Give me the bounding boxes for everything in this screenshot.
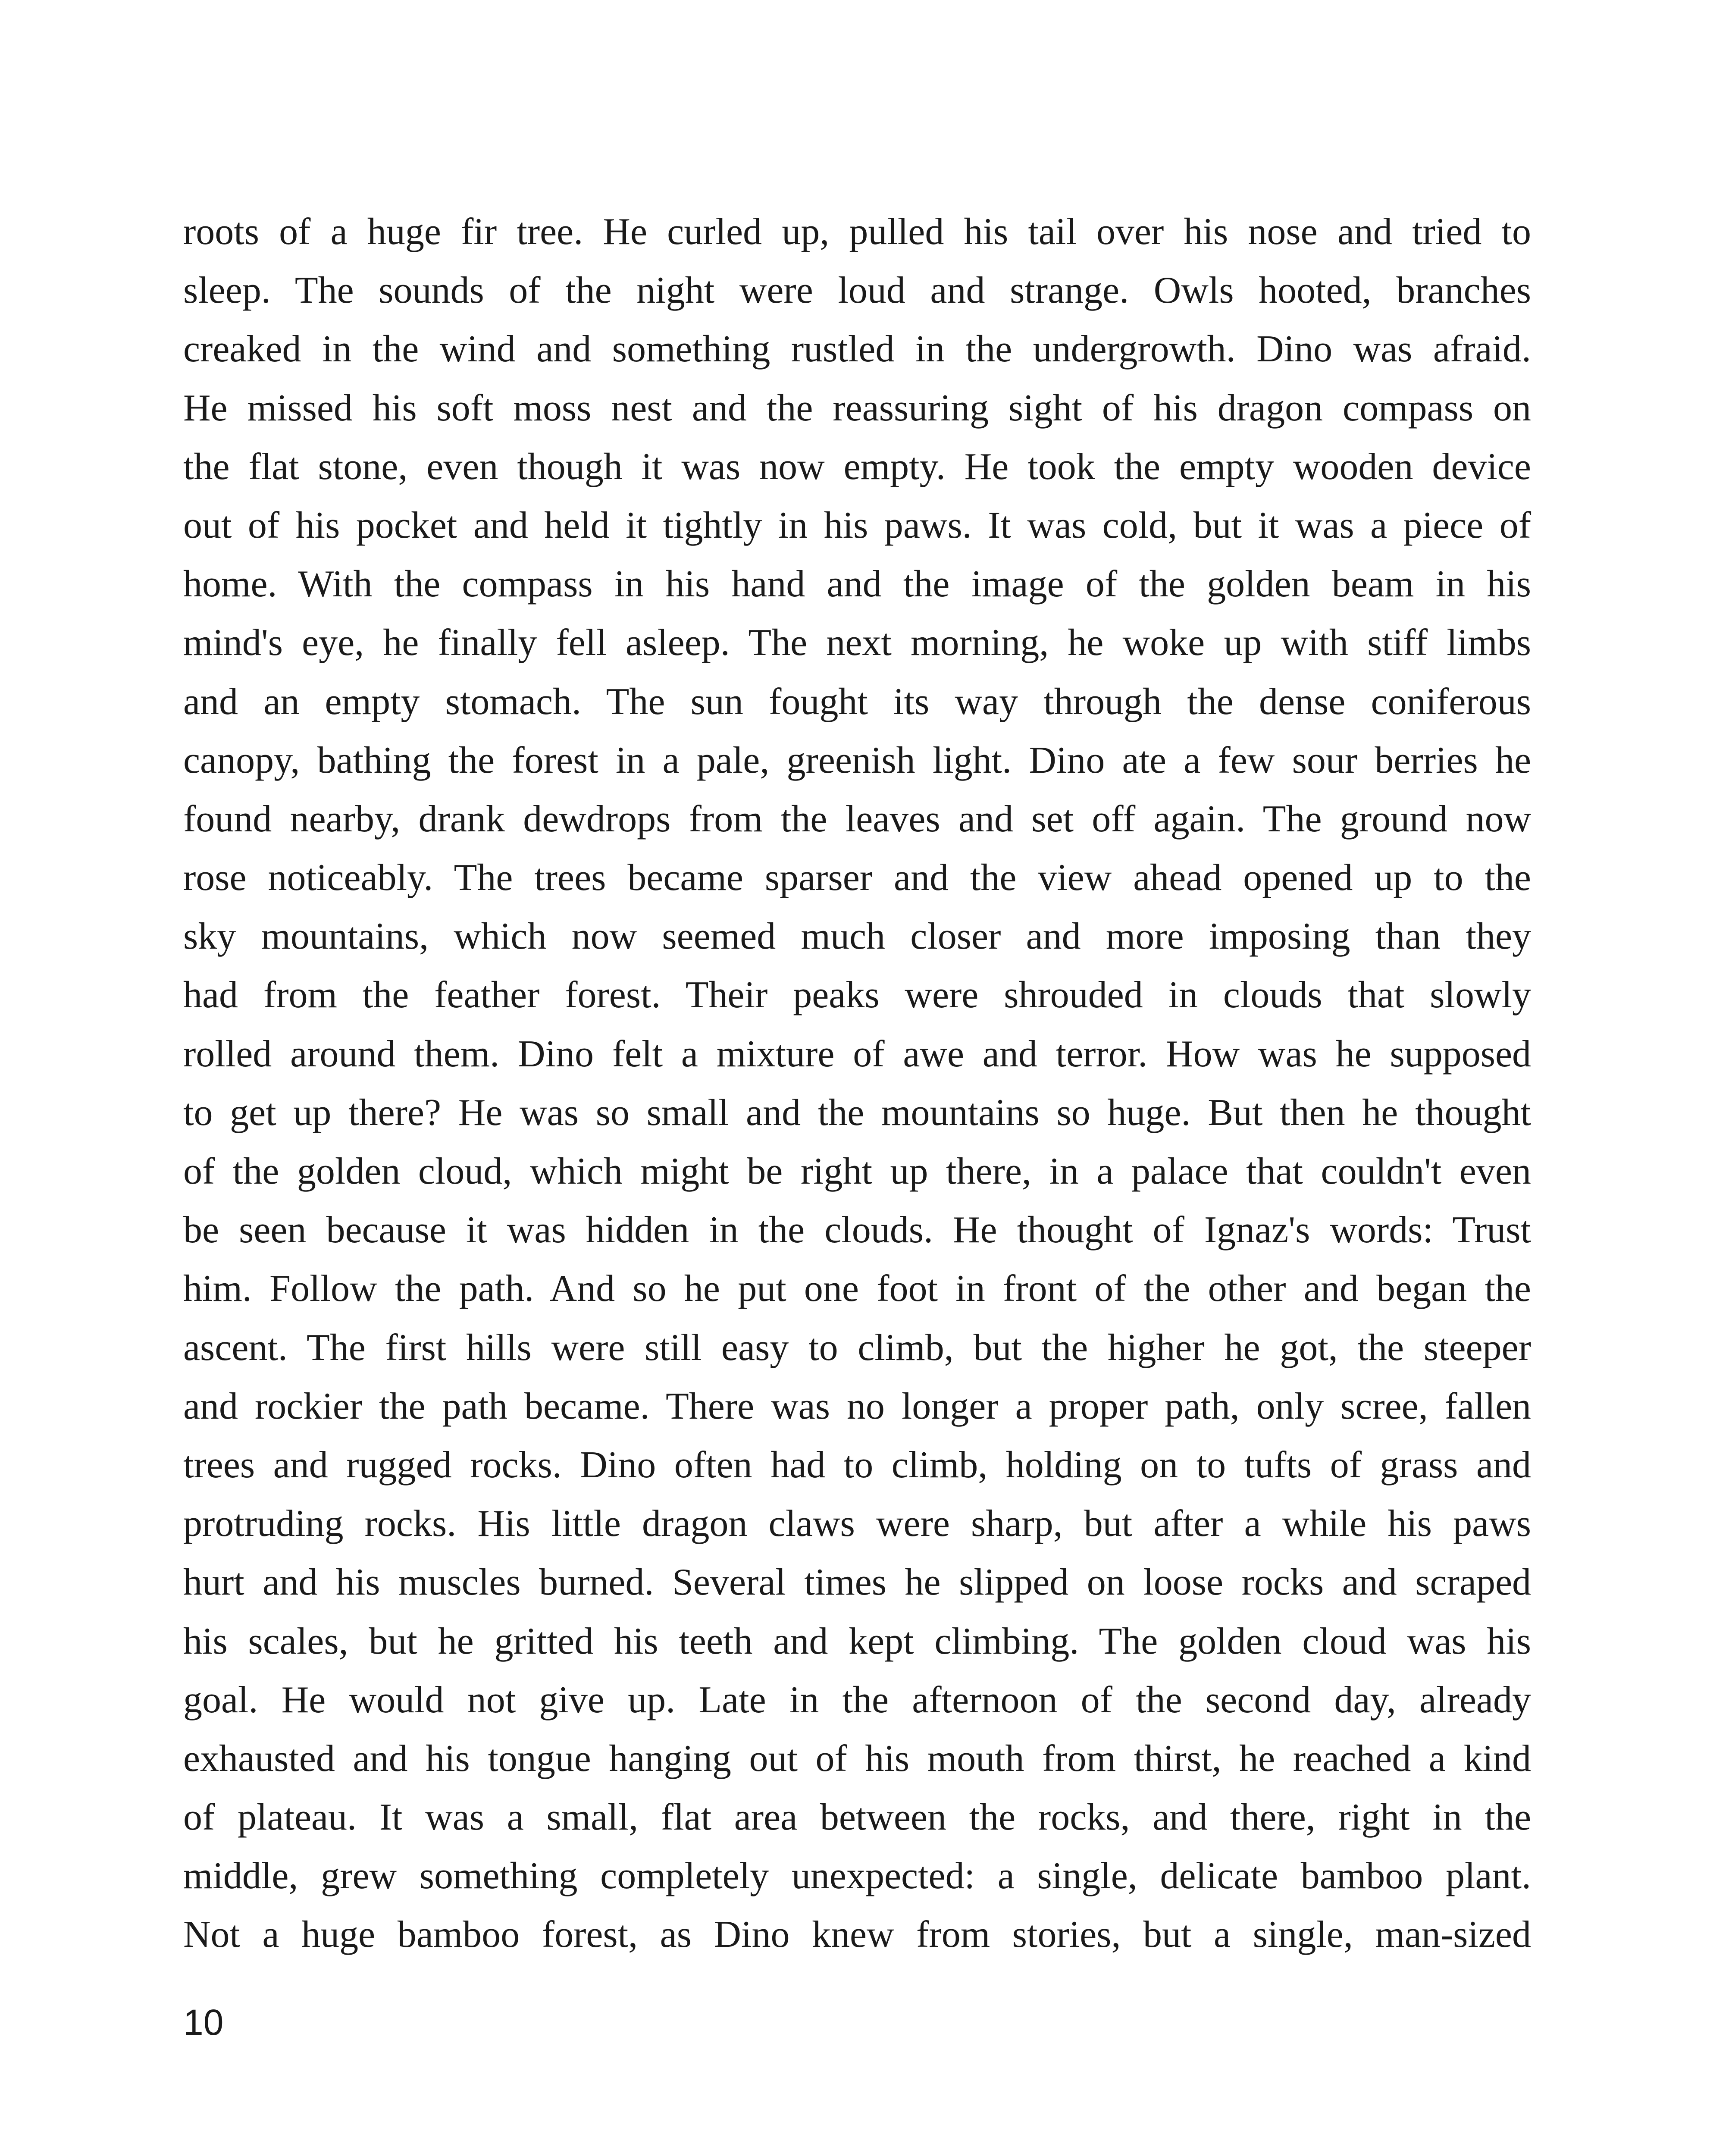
text-line: sleep. The sounds of the night were loud and strange. Owls hooted, branches (183, 270, 1531, 312)
text-line: protruding rocks. His little dragon claws were sharp, but after a while his paws (183, 1503, 1531, 1545)
text-line: of the golden cloud, which might be right up there, in a palace that couldn't even (183, 1150, 1531, 1192)
text-line: ascent. The first hills were still easy to climb, but the higher he got, the steeper (183, 1326, 1531, 1369)
text-line: had from the feather forest. Their peaks were shrouded in clouds that slowly (183, 974, 1531, 1016)
text-line: him. Follow the path. And so he put one foot in front of the other and began the (183, 1268, 1531, 1310)
text-line: roots of a huge fir tree. He curled up, pulled his tail over his nose and tried to (183, 211, 1531, 253)
text-line: of plateau. It was a small, flat area between the rocks, and there, right in the (183, 1796, 1531, 1839)
text-line: middle, grew something completely unexpected: a single, delicate bamboo plant. (183, 1855, 1531, 1897)
text-line: his scales, but he gritted his teeth and kept climbing. The golden cloud was his (183, 1620, 1531, 1662)
body-text (183, 203, 1531, 1965)
text-line: Not a huge bamboo forest, as Dino knew from stories, but a single, man-sized (183, 1914, 1531, 1956)
text-line: rose noticeably. The trees became sparser and the view ahead opened up to the (183, 857, 1531, 899)
text-line: home. With the compass in his hand and the image of the golden beam in his (183, 563, 1531, 605)
text-line: trees and rugged rocks. Dino often had to climb, holding on to tufts of grass and (183, 1444, 1531, 1486)
text-line: mind's eye, he finally fell asleep. The next morning, he woke up with stiff limbs (183, 622, 1531, 664)
text-line: to get up there? He was so small and the mountains so huge. But then he thought (183, 1091, 1531, 1134)
text-line: and rockier the path became. There was no longer a proper path, only scree, fallen (183, 1385, 1531, 1427)
text-line: sky mountains, which now seemed much closer and more imposing than they (183, 915, 1531, 958)
text-line: creaked in the wind and something rustled in the undergrowth. Dino was afraid. (183, 328, 1531, 370)
text-line: and an empty stomach. The sun fought its way through the dense coniferous (183, 680, 1531, 723)
text-line: exhausted and his tongue hanging out of his mouth from thirst, he reached a kind (183, 1737, 1531, 1780)
text-line: goal. He would not give up. Late in the afternoon of the second day, already (183, 1679, 1531, 1721)
text-line: be seen because it was hidden in the clouds. He thought of Ignaz's words: Trust (183, 1209, 1531, 1251)
text-line: found nearby, drank dewdrops from the leaves and set off again. The ground now (183, 798, 1531, 840)
text-line: the flat stone, even though it was now empty. He took the empty wooden device (183, 445, 1531, 488)
text-line: hurt and his muscles burned. Several times he slipped on loose rocks and scraped (183, 1561, 1531, 1604)
page-number: 10 (183, 2002, 224, 2043)
text-line: canopy, bathing the forest in a pale, greenish light. Dino ate a few sour berries he (183, 739, 1531, 781)
text-line: He missed his soft moss nest and the reassuring sight of his dragon compass on (183, 387, 1531, 429)
text-line: rolled around them. Dino felt a mixture of awe and terror. How was he supposed (183, 1033, 1531, 1075)
text-line: out of his pocket and held it tightly in his paws. It was cold, but it was a piece of (183, 504, 1531, 546)
